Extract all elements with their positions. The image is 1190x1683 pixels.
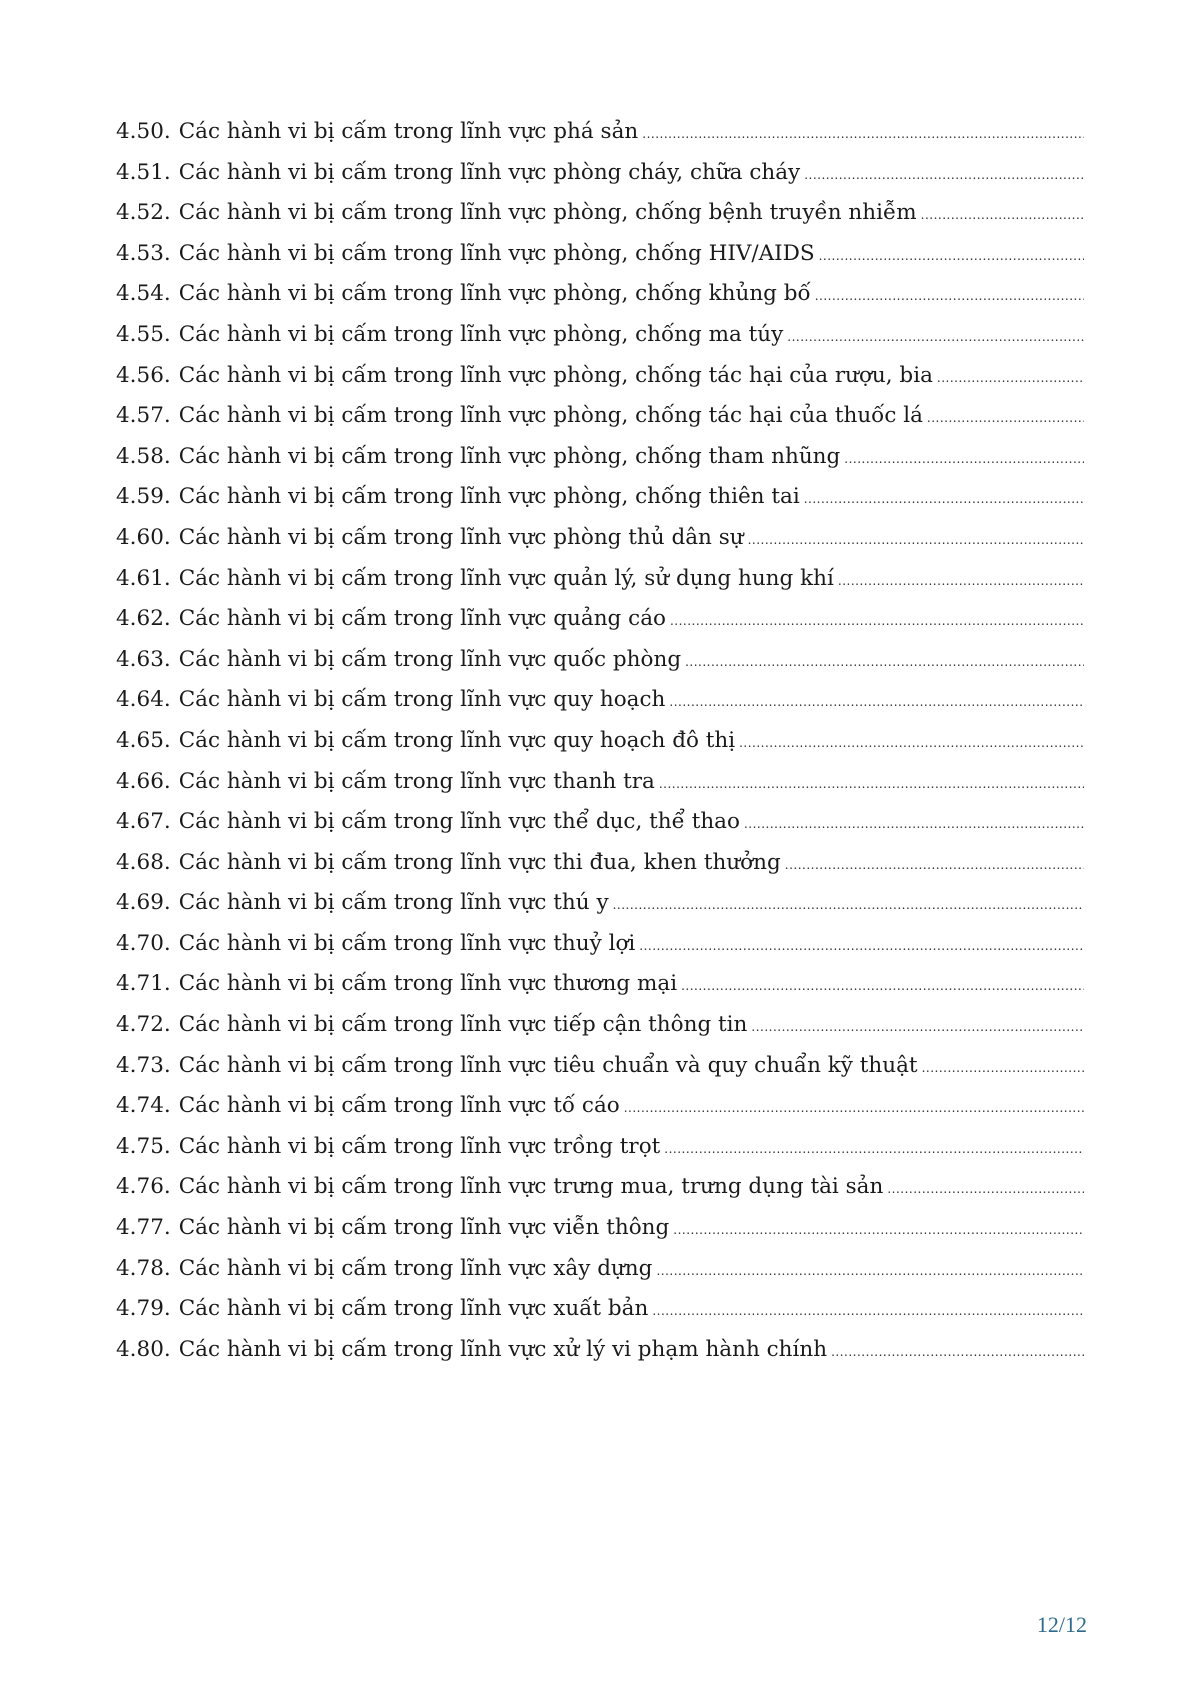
toc-entry[interactable] <box>116 518 1084 559</box>
toc-entry-title: Các hành vi bị cấm trong lĩnh vực phòng, chống tác hại của rượu, bia <box>178 362 933 388</box>
toc-entry-title: Các hành vi bị cấm trong lĩnh vực quy hoạch <box>178 687 666 713</box>
dot-leader <box>624 1088 1084 1129</box>
toc-entry-title: Các hành vi bị cấm trong lĩnh vực viễn thông <box>178 1215 670 1241</box>
toc-entry-number: 4.76. <box>116 1174 171 1200</box>
dot-leader <box>748 520 1084 561</box>
toc-entry-number: 4.58. <box>116 443 171 469</box>
dot-leader <box>751 1007 1084 1048</box>
toc-entry-title: Các hành vi bị cấm trong lĩnh vực phòng cháy, chữa cháy <box>178 159 801 185</box>
toc-entry-number: 4.77. <box>116 1215 171 1241</box>
dot-leader <box>937 358 1084 399</box>
toc-entry-title: Các hành vi bị cấm trong lĩnh vực trưng mua, trưng dụng tài sản <box>178 1174 884 1200</box>
dot-leader <box>681 966 1084 1007</box>
toc-entry[interactable] <box>116 721 1084 762</box>
toc-entry-title: Các hành vi bị cấm trong lĩnh vực tiếp cận thông tin <box>178 1012 748 1038</box>
toc-entry-number: 4.51. <box>116 159 171 185</box>
toc-entry[interactable] <box>116 1289 1084 1330</box>
toc-entry-title: Các hành vi bị cấm trong lĩnh vực quản lý, sử dụng hung khí <box>178 565 834 591</box>
toc-entry-title: Các hành vi bị cấm trong lĩnh vực thể dục, thể thao <box>178 809 740 835</box>
page-number: 12/12 <box>1036 1612 1087 1637</box>
toc-entry[interactable] <box>116 1249 1084 1290</box>
table-of-contents <box>116 112 1084 1370</box>
toc-entry-number: 4.67. <box>116 809 171 835</box>
toc-entry-title: Các hành vi bị cấm trong lĩnh vực phòng, chống khủng bố <box>178 281 811 307</box>
toc-entry-number: 4.60. <box>116 524 171 550</box>
toc-entry-title: Các hành vi bị cấm trong lĩnh vực phòng, chống HIV/AIDS <box>178 240 815 266</box>
toc-entry-title: Các hành vi bị cấm trong lĩnh vực xử lý vi phạm hành chính <box>178 1336 828 1362</box>
dot-leader <box>815 276 1084 317</box>
toc-entry-title: Các hành vi bị cấm trong lĩnh vực quảng cáo <box>178 606 666 632</box>
toc-entry-number: 4.63. <box>116 646 171 672</box>
toc-entry-number: 4.74. <box>116 1093 171 1119</box>
toc-entry-title: Các hành vi bị cấm trong lĩnh vực xuất bản <box>178 1296 649 1322</box>
toc-entry-title: Các hành vi bị cấm trong lĩnh vực phòng, chống bệnh truyền nhiễm <box>178 200 917 226</box>
toc-entry[interactable] <box>116 599 1084 640</box>
toc-entry-number: 4.78. <box>116 1255 171 1281</box>
toc-entry[interactable] <box>116 437 1084 478</box>
dot-leader <box>659 764 1084 805</box>
toc-entry[interactable] <box>116 1086 1084 1127</box>
toc-entry[interactable] <box>116 274 1084 315</box>
toc-entry[interactable] <box>116 315 1084 356</box>
toc-entry-title: Các hành vi bị cấm trong lĩnh vực quy hoạch đô thị <box>178 727 736 753</box>
toc-entry[interactable] <box>116 762 1084 803</box>
toc-entry-title: Các hành vi bị cấm trong lĩnh vực thanh tra <box>178 768 655 794</box>
dot-leader <box>785 845 1084 886</box>
toc-entry-number: 4.55. <box>116 321 171 347</box>
toc-entry[interactable] <box>116 924 1084 965</box>
toc-entry-title: Các hành vi bị cấm trong lĩnh vực phá sản <box>178 119 639 144</box>
toc-entry-number: 4.72. <box>116 1012 171 1038</box>
toc-entry-title: Các hành vi bị cấm trong lĩnh vực phòng, chống thiên tai <box>178 484 800 510</box>
toc-entry-number: 4.68. <box>116 849 171 875</box>
toc-entry[interactable] <box>116 1208 1084 1249</box>
dot-leader <box>673 1210 1084 1251</box>
toc-entry[interactable] <box>116 356 1084 397</box>
toc-entry-title: Các hành vi bị cấm trong lĩnh vực thương mại <box>178 971 678 997</box>
toc-entry-title: Các hành vi bị cấm trong lĩnh vực trồng trọt <box>178 1133 661 1159</box>
toc-entry-number: 4.54. <box>116 281 171 307</box>
toc-entry-number: 4.79. <box>116 1296 171 1322</box>
toc-entry[interactable] <box>116 802 1084 843</box>
dot-leader <box>739 723 1084 764</box>
toc-entry-number: 4.73. <box>116 1052 171 1078</box>
dot-leader <box>669 682 1084 723</box>
toc-entry-title: Các hành vi bị cấm trong lĩnh vực tiêu chuẩn và quy chuẩn kỹ thuật <box>178 1052 918 1078</box>
toc-entry-title: Các hành vi bị cấm trong lĩnh vực thuỷ lợi <box>178 930 636 956</box>
toc-entry[interactable] <box>116 234 1084 275</box>
toc-entry[interactable] <box>116 153 1084 194</box>
toc-entry-number: 4.61. <box>116 565 171 591</box>
dot-leader <box>685 642 1084 683</box>
toc-entry-title: Các hành vi bị cấm trong lĩnh vực phòng, chống ma túy <box>178 321 784 347</box>
toc-entry[interactable] <box>116 843 1084 884</box>
toc-entry[interactable] <box>116 680 1084 721</box>
toc-entry[interactable] <box>116 112 1084 153</box>
toc-entry-number: 4.59. <box>116 484 171 510</box>
toc-entry-number: 4.57. <box>116 403 171 429</box>
toc-entry-title: Các hành vi bị cấm trong lĩnh vực xây dựng <box>178 1255 653 1281</box>
toc-entry-number: 4.70. <box>116 930 171 956</box>
toc-entry[interactable] <box>116 559 1084 600</box>
dot-leader <box>927 398 1084 439</box>
toc-entry-number: 4.66. <box>116 768 171 794</box>
dot-leader <box>921 195 1084 236</box>
toc-entry-number: 4.80. <box>116 1336 171 1362</box>
toc-entry-title: Các hành vi bị cấm trong lĩnh vực thi đua, khen thưởng <box>178 849 781 875</box>
toc-entry-number: 4.52. <box>116 200 171 226</box>
toc-entry-number: 4.53. <box>116 240 171 266</box>
toc-entry-number: 4.69. <box>116 890 171 916</box>
toc-entry[interactable] <box>116 883 1084 924</box>
toc-entry[interactable] <box>116 640 1084 681</box>
toc-entry[interactable] <box>116 477 1084 518</box>
toc-entry[interactable] <box>116 1046 1084 1087</box>
dot-leader <box>887 1169 1084 1210</box>
dot-leader <box>656 1251 1084 1292</box>
toc-entry-title: Các hành vi bị cấm trong lĩnh vực phòng, chống tác hại của thuốc lá <box>178 403 923 429</box>
dot-leader <box>652 1291 1084 1332</box>
toc-entry-number: 4.64. <box>116 687 171 713</box>
dot-leader <box>838 561 1084 602</box>
dot-leader <box>787 317 1084 358</box>
dot-leader <box>831 1332 1084 1373</box>
toc-entry-title: Các hành vi bị cấm trong lĩnh vực tố cáo <box>178 1093 620 1119</box>
dot-leader <box>819 236 1084 277</box>
toc-entry-number: 4.65. <box>116 727 171 753</box>
toc-entry[interactable] <box>116 193 1084 234</box>
toc-entry-number: 4.50. <box>116 119 171 144</box>
toc-entry-number: 4.75. <box>116 1133 171 1159</box>
toc-entry[interactable] <box>116 1005 1084 1046</box>
toc-entry-number: 4.71. <box>116 971 171 997</box>
toc-entry[interactable] <box>116 1127 1084 1168</box>
dot-leader <box>639 926 1084 967</box>
dot-leader <box>744 804 1084 845</box>
toc-entry[interactable] <box>116 1330 1084 1371</box>
dot-leader <box>804 479 1084 520</box>
dot-leader <box>844 439 1084 480</box>
toc-entry[interactable] <box>116 396 1084 437</box>
toc-entry[interactable] <box>116 1167 1084 1208</box>
toc-entry-title: Các hành vi bị cấm trong lĩnh vực phòng, chống tham nhũng <box>178 443 841 469</box>
toc-entry-title: Các hành vi bị cấm trong lĩnh vực phòng thủ dân sự <box>178 524 744 550</box>
toc-entry-title: Các hành vi bị cấm trong lĩnh vực quốc phòng <box>178 646 682 672</box>
dot-leader <box>804 155 1084 196</box>
toc-entry[interactable] <box>116 964 1084 1005</box>
dot-leader <box>664 1129 1084 1170</box>
toc-entry-title: Các hành vi bị cấm trong lĩnh vực thú y <box>178 890 609 916</box>
toc-entry-number: 4.62. <box>116 606 171 632</box>
dot-leader <box>613 885 1084 926</box>
dot-leader <box>922 1048 1084 1089</box>
toc-entry-number: 4.56. <box>116 362 171 388</box>
dot-leader <box>670 601 1084 642</box>
dot-leader <box>642 114 1084 155</box>
